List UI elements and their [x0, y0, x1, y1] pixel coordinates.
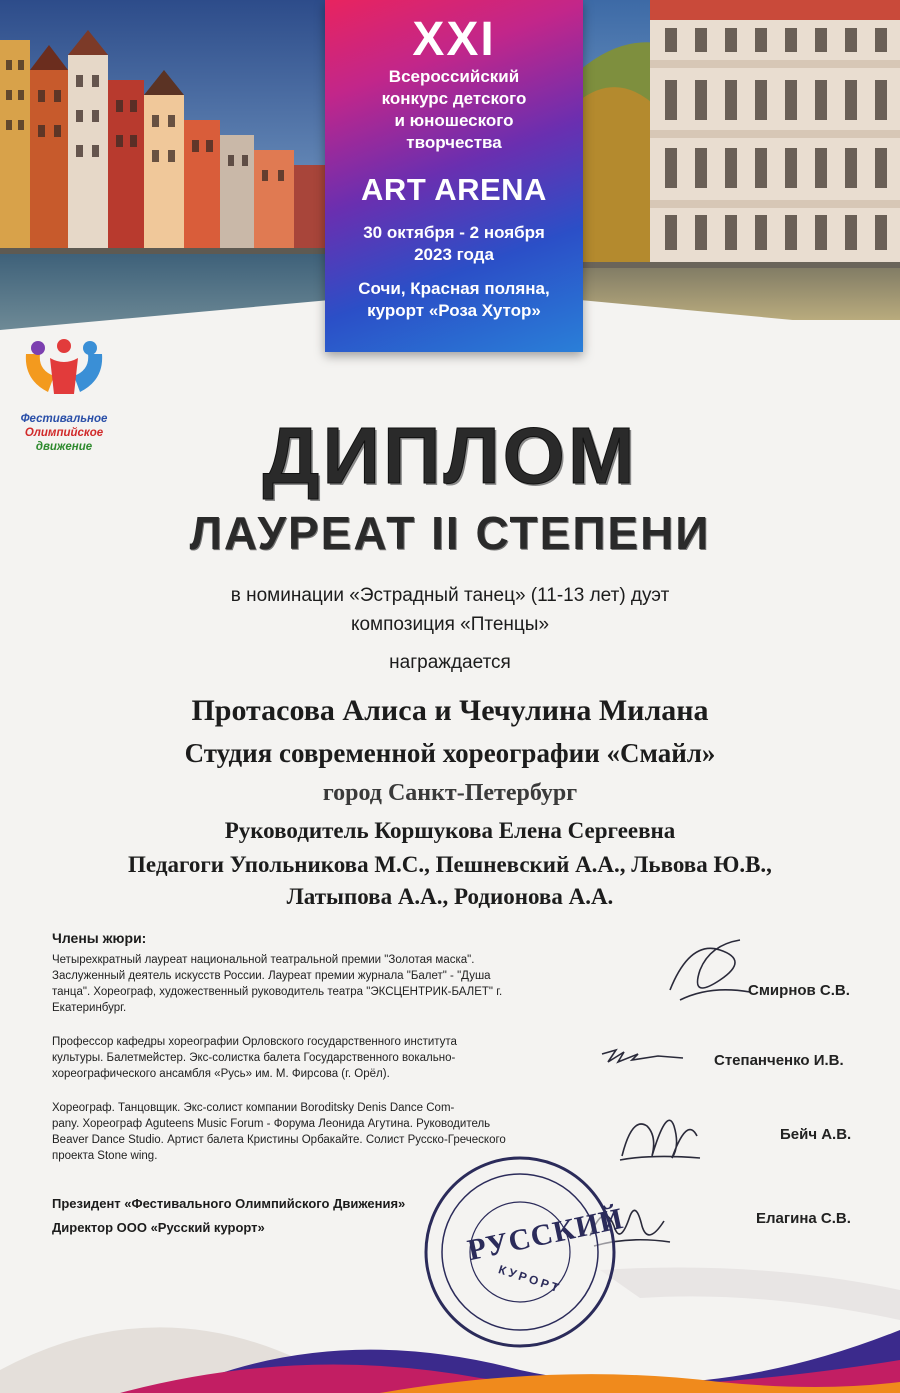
diploma-subtitle: ЛАУРЕАТ II СТЕПЕНИ	[189, 507, 711, 559]
jury-heading: Члены жюри:	[52, 930, 147, 946]
logo-line-2: Олимпийское	[24, 427, 104, 439]
jury-1-line-2: Заслуженный деятель искусств России. Лауреат премии журнала "Балет" - "Душа	[52, 970, 491, 982]
jury-1-signature-name: Смирнов С.В.	[748, 982, 850, 999]
jury-1-line-3: танца". Хореограф, художественный руководитель театра "ЭКСЦЕНТРИК-БАЛЕТ" г.	[52, 986, 503, 998]
signature-stepanchenko	[598, 1040, 688, 1070]
jury-2-line-3: хореографического ансамбля «Русь» им. М. Фирсова (г. Орёл).	[52, 1068, 390, 1080]
composition-line: композиция «Птенцы»	[350, 614, 550, 635]
jury-1-line-1: Четырехкратный лауреат национальной театральной премии "Золотая маска".	[52, 954, 475, 966]
signature-beych	[612, 1096, 702, 1166]
logo-line-1: Фестивальное	[20, 413, 108, 425]
leader-line: Руководитель Коршукова Елена Сергеевна	[224, 818, 676, 843]
awarded-line: награждается	[389, 652, 511, 673]
signature-smirnov	[660, 930, 760, 1010]
event-year: 2023 года	[414, 245, 494, 264]
banner-line-2: конкурс детского	[381, 89, 527, 108]
diploma-title: ДИПЛОМ	[262, 411, 638, 500]
recipients-name: Протасова Алиса и Чечулина Милана	[191, 694, 709, 727]
city-name: город Санкт-Петербург	[322, 780, 578, 806]
jury-1-line-4: Екатеринбург.	[52, 1002, 127, 1014]
festival-logo-icon	[14, 336, 114, 400]
president-title: Президент «Фестивального Олимпийского Движения»	[52, 1196, 406, 1211]
event-dates: 30 октября - 2 ноября	[363, 223, 545, 242]
event-banner	[325, 0, 583, 352]
event-place-1: Сочи, Красная поляна,	[358, 279, 550, 298]
banner-line-1: Всероссийский	[388, 67, 520, 86]
officials-signature-name: Елагина С.В.	[756, 1210, 851, 1227]
jury-member-1-bio	[52, 952, 572, 1016]
teachers-line-1: Педагоги Упольникова М.С., Пешневский А.А., Львова Ю.В.,	[128, 852, 772, 877]
director-title: Директор ООО «Русский курорт»	[52, 1220, 265, 1235]
jury-3-line-1: Хореограф. Танцовщик. Экс-солист компании Boroditsky Denis Dance Com-	[52, 1102, 455, 1114]
logo-line-3: движение	[35, 441, 93, 453]
jury-member-2-bio	[52, 1034, 572, 1082]
jury-2-signature-name: Степанченко И.В.	[714, 1052, 844, 1069]
jury-3-line-4: проекта Stone wing.	[52, 1150, 158, 1162]
stamp-word-1: РУССКИЙ	[464, 1201, 627, 1268]
stamp-word-2: КУРОРТ	[496, 1262, 564, 1296]
nomination-line: в номинации «Эстрадный танец» (11-13 лет) дуэт	[230, 585, 670, 606]
header-photo-band	[0, 0, 900, 360]
teachers-line-2: Латыпова А.А., Родионова А.А.	[286, 884, 614, 909]
event-name: ART ARENA	[361, 172, 547, 207]
jury-3-signature-name: Бейч А.В.	[780, 1126, 852, 1143]
banner-line-3: и юношеского	[394, 111, 514, 130]
studio-name: Студия современной хореографии «Смайл»	[184, 738, 716, 768]
edition-number: XXI	[412, 13, 496, 66]
jury-3-line-2: pany. Хореограф Aguteens Music Forum - Форума Леонида Агутина. Руководитель	[52, 1118, 491, 1130]
banner-line-4: творчества	[406, 133, 502, 152]
event-place-2: курорт «Роза Хутор»	[367, 301, 541, 320]
jury-2-line-2: культуры. Балетмейстер. Экс-солистка балета Государственного вокально-	[52, 1052, 456, 1064]
jury-3-line-3: Beaver Dance Studio. Артист балета Кристины Орбакайте. Солист Русско-Греческого	[52, 1134, 506, 1146]
jury-2-line-1: Профессор кафедры хореографии Орловского государственного института	[52, 1036, 457, 1048]
